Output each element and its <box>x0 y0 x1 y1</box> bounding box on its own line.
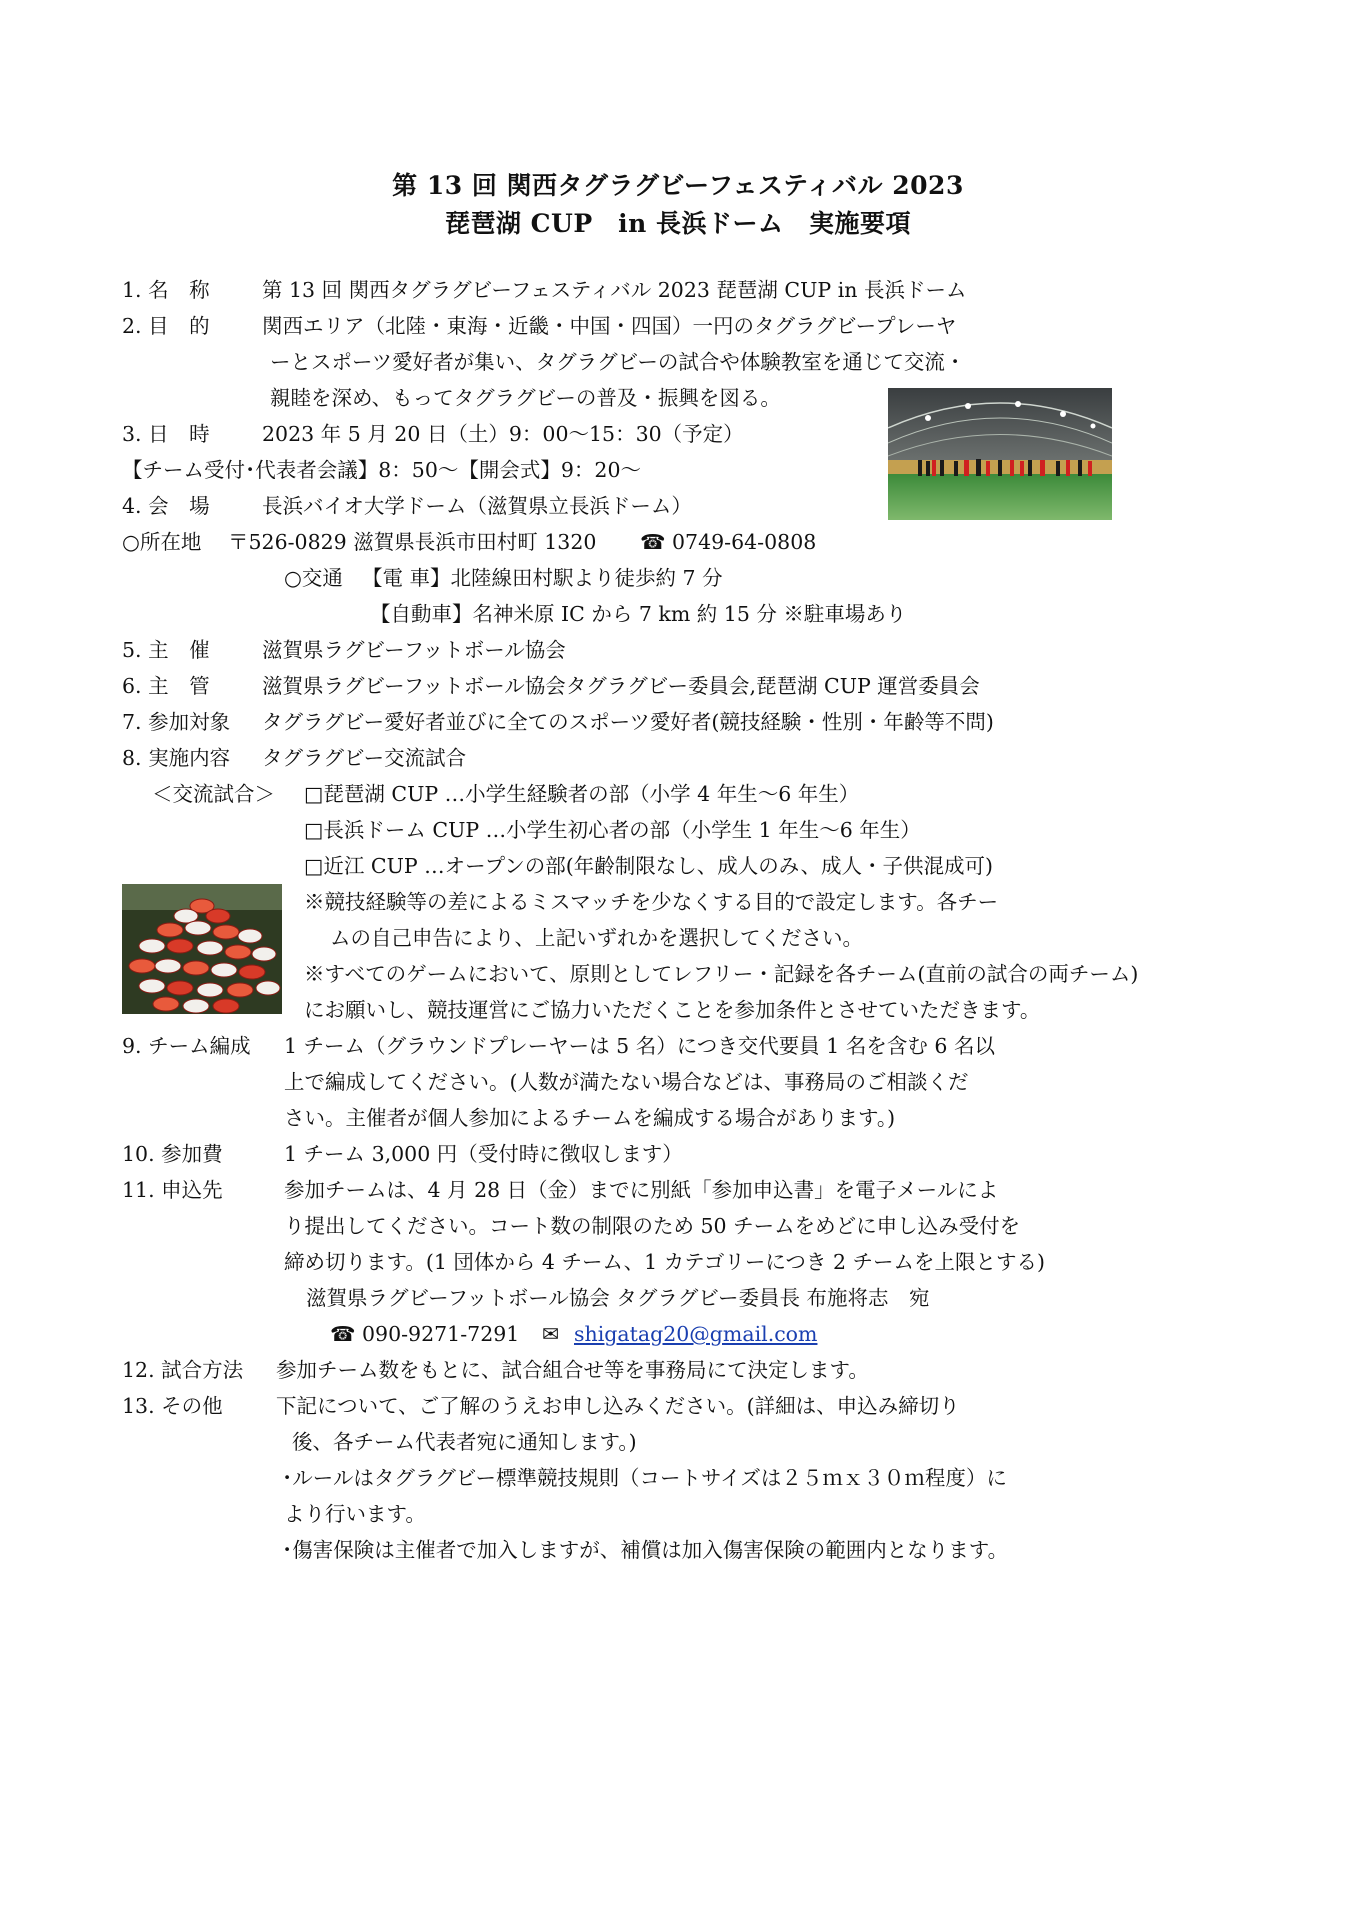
note-mismatch-line2: ムの自己申告により、上記いずれかを選択してください。 <box>330 926 863 950</box>
phone-icon: ☎ <box>640 530 666 554</box>
item-organizer-text: 滋賀県ラグビーフットボール協会 <box>262 638 566 662</box>
venue-access-car: 【自動車】名神米原 IC から 7 km 約 15 分 ※駐車場あり <box>370 602 907 626</box>
phone-icon: ☎ <box>330 1322 356 1346</box>
item-team-line1: 1 チーム（グラウンドプレーヤーは 5 名）につき交代要員 1 名を含む 6 名以 <box>284 1034 995 1058</box>
venue-access-train: 【電 車】北陸線田村駅より徒歩約 7 分 <box>362 566 723 590</box>
item-organizer-label: 5. 主 催 <box>122 638 210 662</box>
item-date-schedule: 【チーム受付･代表者会議】8：50～【開会式】9：20～ <box>122 458 642 482</box>
item-fee-label: 10. 参加費 <box>122 1142 223 1166</box>
note-referee-line2: にお願いし、競技運営にご協力いただくことを参加条件とさせていただきます。 <box>304 998 1041 1022</box>
venue-phone: 0749-64-0808 <box>672 530 817 554</box>
item-content-label: 8. 実施内容 <box>122 746 231 770</box>
venue-address-label: ○所在地 <box>122 530 202 554</box>
item-target-text: タグラグビー愛好者並びに全てのスポーツ愛好者(競技経験・性別・年齢等不問) <box>262 710 994 734</box>
item-name-text: 第 13 回 関西タグラグビーフェスティバル 2023 琵琶湖 CUP in 長浜ドーム <box>262 278 967 302</box>
item-date-text: 2023 年 5 月 20 日（土）9：00～15：30（予定） <box>262 422 744 446</box>
dome-photo <box>888 388 1112 520</box>
item-other-line2: 後、各チーム代表者宛に通知します。) <box>292 1430 637 1454</box>
item-team-label: 9. チーム編成 <box>122 1034 251 1058</box>
item-other-line1: 下記について、ご了解のうえお申し込みください。(詳細は、申込み締切り <box>276 1394 960 1418</box>
item-purpose-line3: 親睦を深め、もってタグラグビーの普及・振興を図る。 <box>270 386 781 410</box>
item-team-line3: さい。主催者が個人参加によるチームを編成する場合があります。) <box>284 1106 896 1130</box>
note-referee-line1: ※すべてのゲームにおいて、原則としてレフリー・記録を各チーム(直前の試合の両チーム) <box>304 962 1139 986</box>
item-apply-line2: り提出してください。コート数の制限のため 50 チームをめどに申し込み受付を <box>284 1214 1021 1238</box>
item-purpose-label: 2. 目 的 <box>122 314 210 338</box>
item-date-label: 3. 日 時 <box>122 422 210 446</box>
mail-icon: ✉ <box>542 1322 560 1346</box>
division-omi: □近江 CUP …オープンの部(年齢制限なし、成人のみ、成人・子供混成可) <box>304 854 994 878</box>
item-other-label: 13. その他 <box>122 1394 223 1418</box>
item-management-text: 滋賀県ラグビーフットボール協会タグラグビー委員会,琵琶湖 CUP 運営委員会 <box>262 674 980 698</box>
other-rule-line1: ･ルールはタグラグビー標準競技規則（コートサイズは２５ｍｘ３０ｍ程度）に <box>282 1466 1007 1490</box>
item-management-label: 6. 主 管 <box>122 674 210 698</box>
division-biwako: □琵琶湖 CUP …小学生経験者の部（小学 4 年生～6 年生） <box>304 782 860 806</box>
item-fee-text: 1 チーム 3,000 円（受付時に徴収します） <box>284 1142 683 1166</box>
matches-label: ＜交流試合＞ <box>152 782 275 806</box>
item-venue-text: 長浜バイオ大学ドーム（滋賀県立長浜ドーム） <box>262 494 692 518</box>
apply-email-link[interactable]: shigatag20@gmail.com <box>574 1322 818 1346</box>
item-purpose-line2: ーとスポーツ愛好者が集い、タグラグビーの試合や体験教室を通じて交流・ <box>270 350 966 374</box>
document-subtitle: 琵琶湖 CUP in 長浜ドーム 実施要項 <box>444 209 912 238</box>
apply-phone: 090-9271-7291 <box>362 1322 520 1346</box>
item-purpose-line1: 関西エリア（北陸・東海・近畿・中国・四国）一円のタグラグビープレーヤ <box>262 314 957 338</box>
item-apply-label: 11. 申込先 <box>122 1178 223 1202</box>
venue-access-label: ○交通 <box>284 566 343 590</box>
item-apply-line3: 締め切ります。(1 団体から 4 チーム、1 カテゴリーにつき 2 チームを上限とする) <box>284 1250 1046 1274</box>
item-target-label: 7. 参加対象 <box>122 710 231 734</box>
rugby-balls-photo <box>122 884 282 1014</box>
other-rule-line2: より行います。 <box>284 1502 426 1526</box>
item-content-text: タグラグビー交流試合 <box>262 746 467 770</box>
item-team-line2: 上で編成してください。(人数が満たない場合などは、事務局のご相談くだ <box>284 1070 969 1094</box>
other-insurance: ･傷害保険は主催者で加入しますが、補償は加入傷害保険の範囲内となります。 <box>282 1538 1009 1562</box>
venue-address: 〒526-0829 滋賀県長浜市田村町 1320 <box>228 530 597 554</box>
document-title: 第 13 回 関西タグラグビーフェスティバル 2023 <box>392 171 964 200</box>
item-venue-label: 4. 会 場 <box>122 494 210 518</box>
item-name-label: 1. 名 称 <box>122 278 210 302</box>
item-apply-line1: 参加チームは、4 月 28 日（金）までに別紙「参加申込書」を電子メールによ <box>284 1178 999 1202</box>
item-method-label: 12. 試合方法 <box>122 1358 244 1382</box>
apply-contact: 滋賀県ラグビーフットボール協会 タグラグビー委員長 布施将志 宛 <box>306 1286 930 1310</box>
division-nagahama: □長浜ドーム CUP …小学生初心者の部（小学生 1 年生～6 年生） <box>304 818 921 842</box>
note-mismatch-line1: ※競技経験等の差によるミスマッチを少なくする目的で設定します。各チー <box>304 890 999 914</box>
item-method-text: 参加チーム数をもとに、試合組合せ等を事務局にて決定します。 <box>276 1358 869 1382</box>
